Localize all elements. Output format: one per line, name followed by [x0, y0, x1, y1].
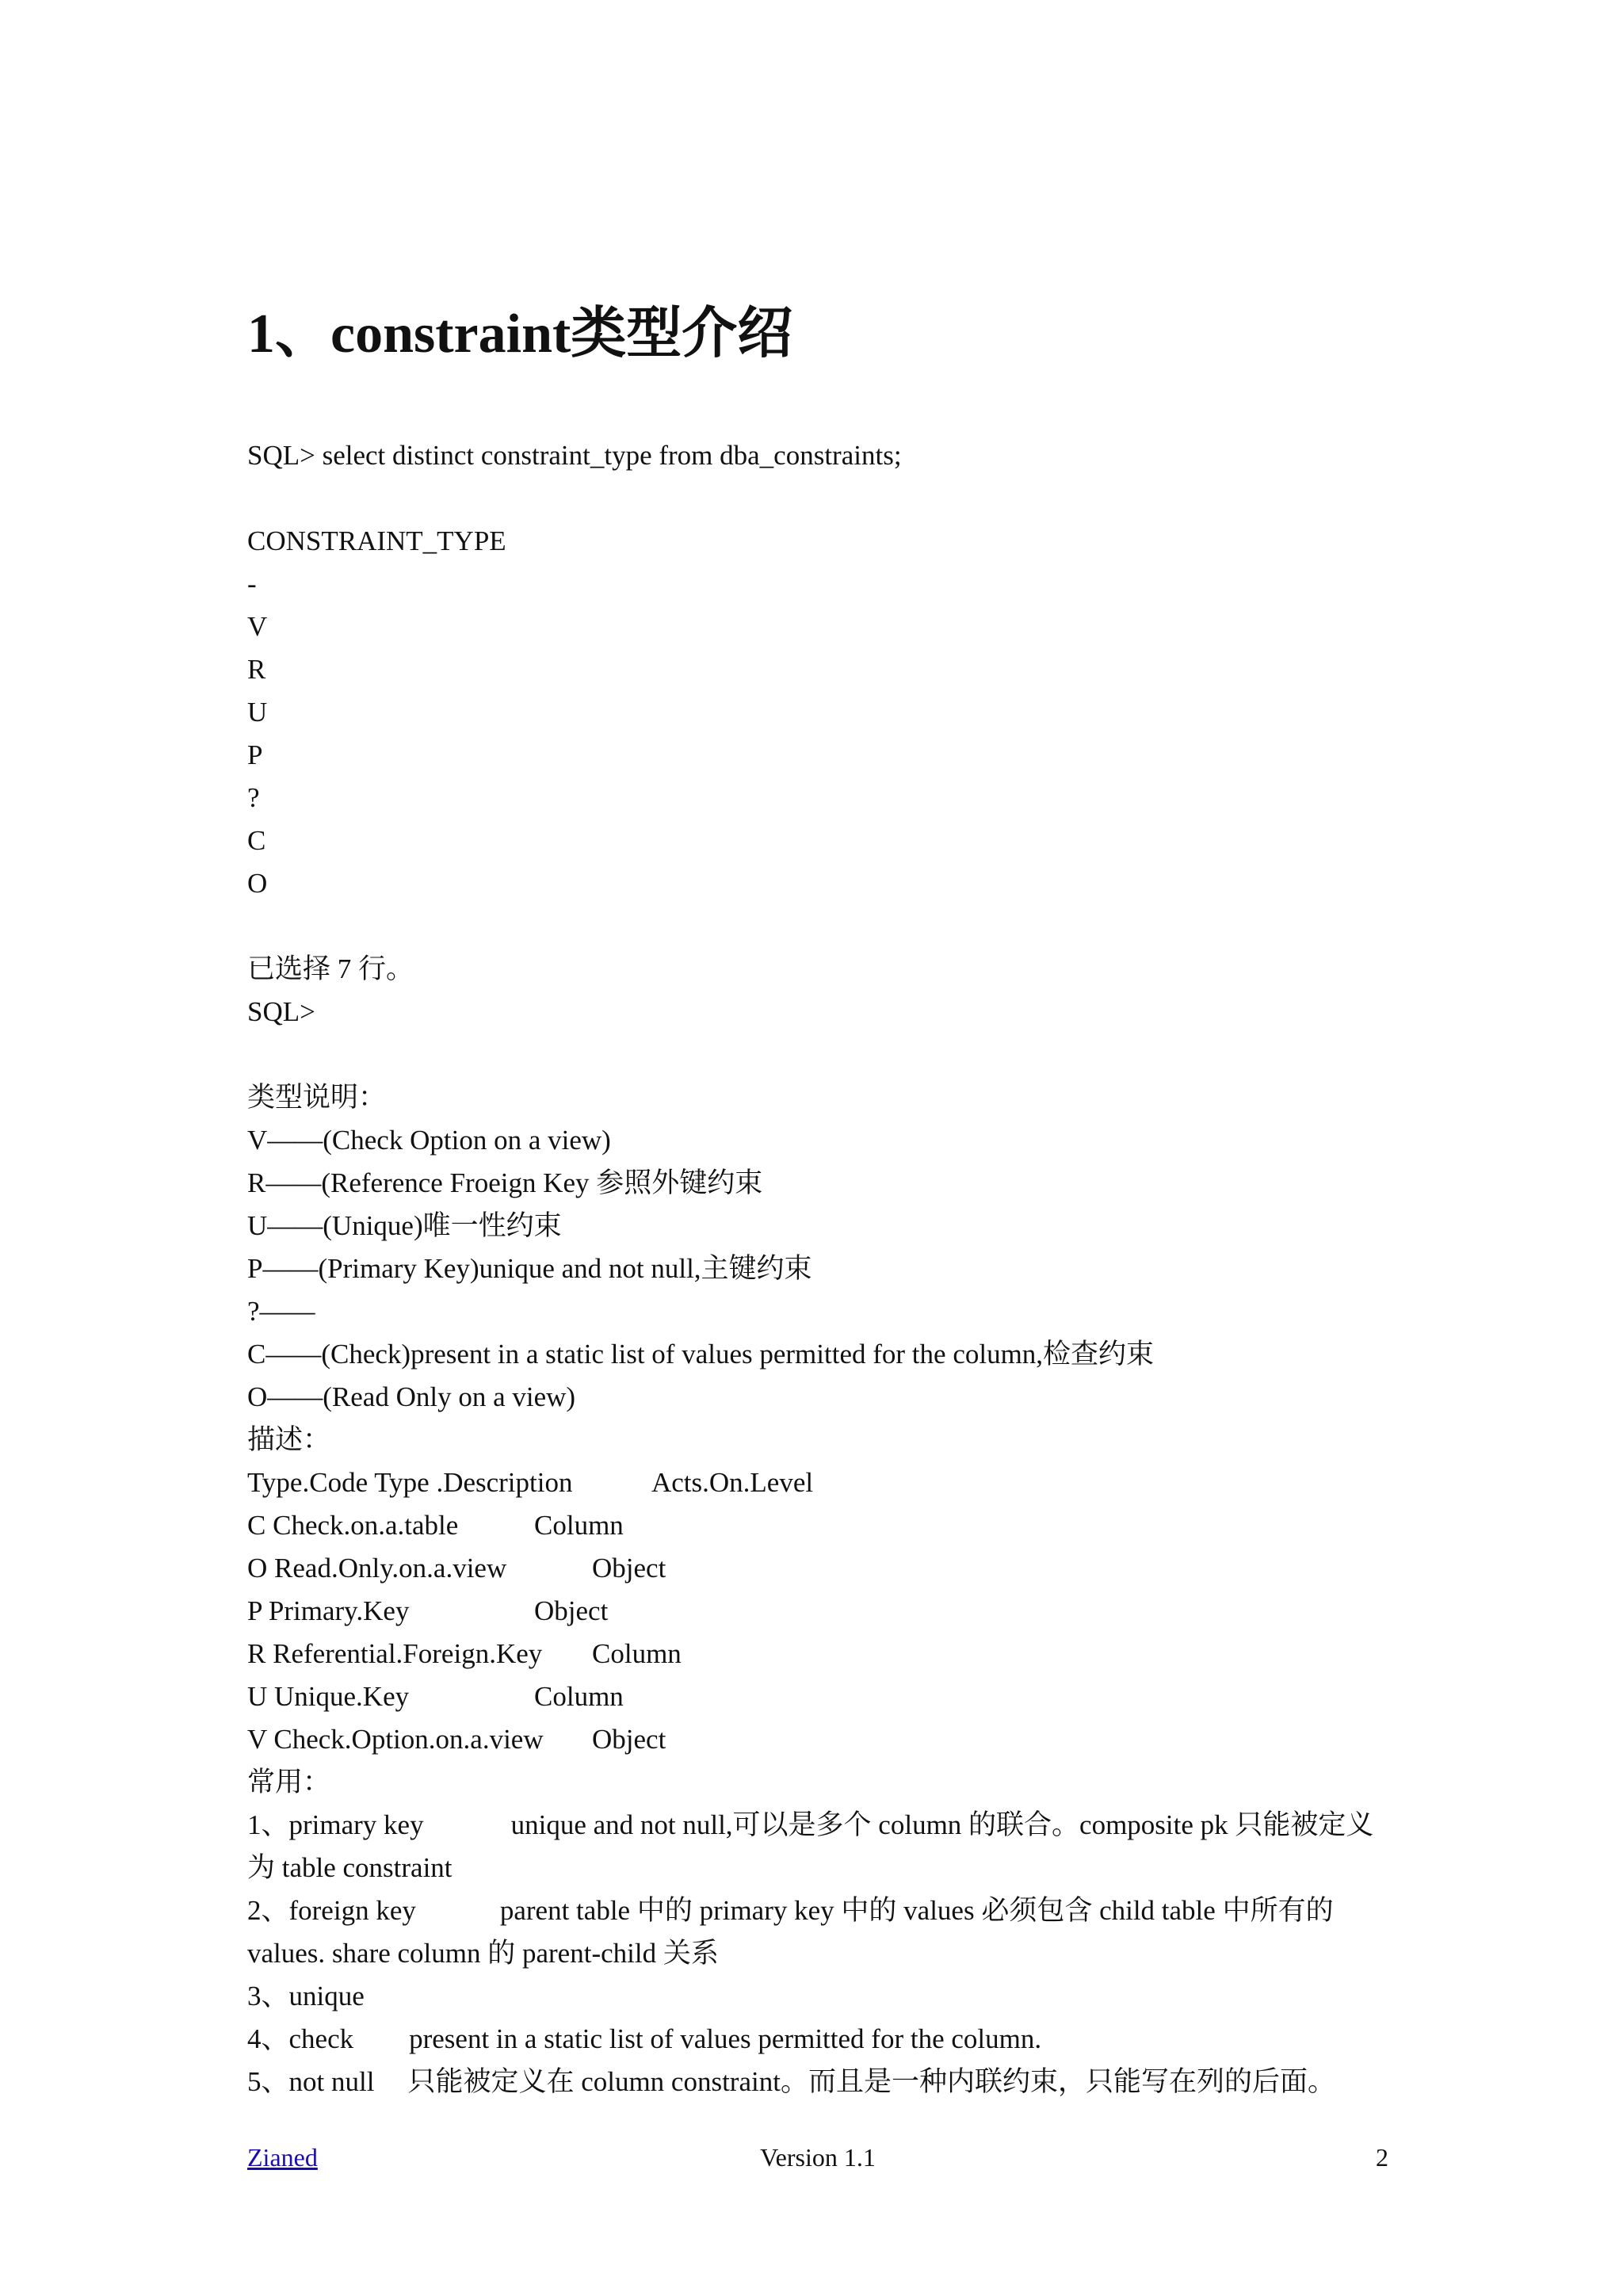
footer-version: Version 1.1: [760, 2143, 876, 2172]
common-item-desc: parent table 中的 primary key 中的 values 必须包含 child table 中所有的 values. share column 的 parent-child 关系: [247, 1895, 1334, 1969]
description-row-col1: U Unique.Key: [247, 1681, 410, 1712]
page-number: 2: [1376, 2143, 1388, 2172]
description-header-col1: Type.Code Type .Description: [247, 1467, 573, 1498]
description-row: [247, 1547, 1388, 1590]
sql-query: SQL> select distinct constraint_type from dba_constraints;: [247, 440, 902, 471]
type-explanation-item: V——(Check Option on a view): [247, 1125, 611, 1156]
type-explanation-item: C——(Check)present in a static list of values permitted for the column,检查约束: [247, 1339, 1155, 1370]
description-row-col1: O Read.Only.on.a.view: [247, 1553, 507, 1584]
type-explanation-item: U——(Unique)唯一性约束: [247, 1210, 562, 1241]
description-title: 描述：: [247, 1424, 331, 1455]
spacer: [247, 1033, 1388, 1076]
type-explanation-item: O——(Read Only on a view): [247, 1381, 576, 1412]
type-explanation-item: R——(Reference Froeign Key 参照外键约束: [247, 1167, 763, 1198]
result-row: P: [247, 739, 263, 770]
common-item: [247, 2018, 1388, 2061]
rows-selected-message: 已选择 7 行。: [247, 953, 414, 984]
description-row-col1: P Primary.Key: [247, 1595, 410, 1626]
description-row-col1: V Check.Option.on.a.view: [247, 1724, 544, 1755]
common-item-desc: unique and not null,可以是多个 column 的联合。composite pk 只能被定义为 table constraint: [247, 1809, 1374, 1883]
description-header: [247, 1461, 1388, 1504]
common-item-term: 4、check: [247, 2023, 354, 2054]
result-row: ?: [247, 782, 260, 813]
result-row: C: [247, 825, 266, 856]
description-row-col2: Object: [592, 1553, 666, 1584]
common-item: [247, 1889, 1388, 1975]
common-item-desc: present in a static list of values permitted for the column.: [409, 2023, 1042, 2054]
common-item: [247, 2061, 1388, 2103]
description-row: [247, 1718, 1388, 1761]
description-row-col2: Object: [534, 1595, 609, 1626]
common-item: [247, 1804, 1388, 1889]
description-row-col2: Column: [592, 1638, 682, 1669]
result-row: V: [247, 611, 268, 642]
type-explanation-item: P——(Primary Key)unique and not null,主键约束: [247, 1253, 812, 1284]
common-item-term: 5、not null: [247, 2066, 375, 2097]
description-row: [247, 1633, 1388, 1675]
type-explanation-title: 类型说明：: [247, 1082, 387, 1113]
description-row-col2: Object: [592, 1724, 666, 1755]
result-row: O: [247, 868, 268, 899]
page-content: [247, 434, 1388, 2103]
common-item: [247, 1975, 1388, 2018]
description-row-col1: R Referential.Foreign.Key: [247, 1638, 543, 1669]
description-header-col2: Acts.On.Level: [651, 1467, 814, 1498]
description-row: [247, 1675, 1388, 1718]
description-row: [247, 1504, 1388, 1547]
result-row: R: [247, 654, 266, 685]
description-row-col2: Column: [534, 1510, 624, 1541]
common-item-term: 3、unique: [247, 1981, 365, 2011]
result-column-header: CONSTRAINT_TYPE: [247, 525, 506, 556]
section-heading: 1、constraint类型介绍: [247, 304, 793, 365]
result-separator: -: [247, 568, 257, 599]
common-item-term: 2、foreign key: [247, 1895, 416, 1926]
page-footer: [247, 2141, 1388, 2173]
description-row: [247, 1590, 1388, 1633]
type-explanation-item: ?——: [247, 1296, 315, 1327]
footer-link[interactable]: Zianed: [247, 2143, 318, 2172]
result-row: U: [247, 697, 268, 728]
spacer: [247, 905, 1388, 948]
common-title: 常用：: [247, 1767, 331, 1797]
sql-prompt: SQL>: [247, 996, 315, 1027]
common-item-desc: 只能被定义在 column constraint。而且是一种内联约束，只能写在列的后面。: [407, 2066, 1335, 2097]
spacer: [247, 477, 1388, 520]
description-row-col2: Column: [534, 1681, 624, 1712]
description-row-col1: C Check.on.a.table: [247, 1510, 459, 1541]
common-item-term: 1、primary key: [247, 1809, 424, 1840]
